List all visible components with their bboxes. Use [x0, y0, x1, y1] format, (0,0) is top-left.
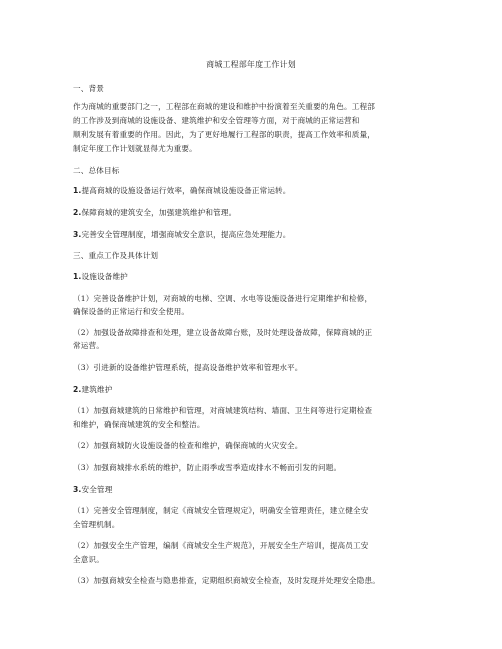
- goal-number: 2.: [73, 208, 82, 217]
- plan-point-line: （2）加强安全生产管理，编制《商城安全生产规范》，开展安全生产培训，提高员工安: [73, 541, 369, 550]
- plan-point-line: （1）完善设备维护计划，对商城的电梯、空调、水电等设施设备进行定期维护和检修，: [73, 294, 373, 303]
- section-heading-key-work: 三、重点工作及具体计划: [73, 251, 159, 260]
- subsection-number: 3.: [73, 485, 82, 494]
- section-heading-goals: 二、总体目标: [73, 166, 120, 175]
- goal-text: 保障商城的建筑安全，加强建筑维护和管理。: [81, 208, 237, 217]
- subsection-title: 安全管理: [81, 485, 113, 494]
- subsection-heading: [73, 272, 128, 282]
- goal-number: 1.: [73, 186, 82, 195]
- subsection-heading: [73, 485, 112, 495]
- document-title: 商城工程部年度工作计划: [206, 60, 296, 69]
- plan-point-line: 全意识。: [73, 555, 104, 564]
- goal-item: [73, 208, 236, 218]
- subsection-title: 建筑维护: [81, 385, 113, 394]
- section-heading-background: 一、背景: [73, 84, 104, 93]
- goal-item: [73, 230, 291, 240]
- plan-point-line: 确保设备的正常运行和安全使用。: [73, 307, 190, 316]
- goal-text: 提高商城的设施设备运行效率，确保商城设施设备正常运转。: [81, 186, 291, 195]
- plan-point-line: （1）加强商城建筑的日常维护和管理，对商城建筑结构、墙面、卫生间等进行定期检查: [73, 406, 373, 415]
- goal-item: [73, 186, 291, 196]
- subsection-number: 2.: [73, 385, 82, 394]
- goal-number: 3.: [73, 230, 82, 239]
- plan-point-line: （3）引进新的设备维护管理系统，提高设备维护效率和管理水平。: [73, 363, 303, 372]
- plan-point-line: （2）加强商城防火设施设备的检查和维护，确保商城的火灾安全。: [73, 441, 303, 450]
- plan-point-line: （3）加强商城排水系统的维护，防止雨季或雪季造成排水不畅而引发的问题。: [73, 463, 342, 472]
- paragraph-line: 顺利发展有着重要的作用。因此，为了更好地履行工程部的职责，提高工作效率和质量，: [73, 130, 376, 139]
- paragraph-line: 的工作涉及到商城的设施设备、建筑维护和安全管理等方面，对于商城的正常运营和: [73, 116, 360, 125]
- plan-point-line: 常运营。: [73, 341, 104, 350]
- plan-point-line: 全管理机制。: [73, 520, 120, 529]
- plan-point-line: （1）完善安全管理制度，制定《商城安全管理规定》，明确安全管理责任，建立健全安: [73, 506, 369, 515]
- subsection-heading: [73, 385, 112, 395]
- subsection-title: 设施设备维护: [81, 272, 128, 281]
- plan-point-line: （3）加强商城安全检查与隐患排查，定期组织商城安全检查，及时发现并处理安全隐患。: [73, 576, 380, 585]
- plan-point-line: 和维护，确保商城建筑的安全和整洁。: [73, 420, 205, 429]
- subsection-number: 1.: [73, 272, 82, 281]
- plan-point-line: （2）加强设备故障排查和处理，建立设备故障台账，及时处理设备故障，保障商城的正: [73, 328, 373, 337]
- goal-text: 完善安全管理制度，增强商城安全意识，提高应急处理能力。: [81, 230, 291, 239]
- paragraph-line: 制定年度工作计划就显得尤为重要。: [73, 144, 197, 153]
- paragraph-line: 作为商城的重要部门之一，工程部在商城的建设和维护中扮演着至关重要的角色。工程部: [73, 102, 376, 111]
